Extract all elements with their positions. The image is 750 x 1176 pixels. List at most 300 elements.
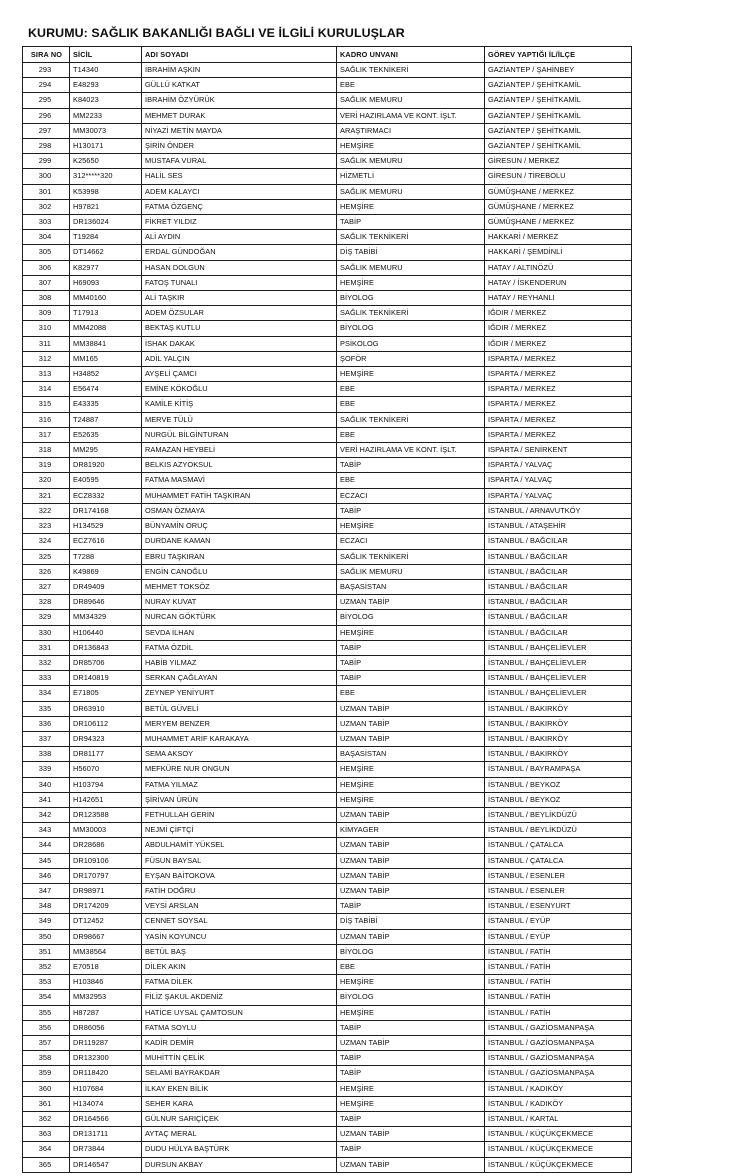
table-row bbox=[23, 336, 632, 351]
cell-gorev: HATAY / ALTINÖZÜ bbox=[485, 260, 632, 275]
cell-gorev: İSTANBUL / BAHÇELİEVLER bbox=[485, 671, 632, 686]
personnel-table bbox=[22, 46, 632, 1173]
cell-gorev: İSTANBUL / BAHÇELİEVLER bbox=[485, 655, 632, 670]
cell-sira: 364 bbox=[23, 1142, 70, 1157]
cell-ad: BETÜL BAŞ bbox=[142, 944, 337, 959]
cell-kadro: EBE bbox=[337, 382, 485, 397]
cell-gorev: HAKKARİ / MERKEZ bbox=[485, 230, 632, 245]
cell-gorev: İSTANBUL / GAZİOSMANPAŞA bbox=[485, 1051, 632, 1066]
cell-sira: 343 bbox=[23, 823, 70, 838]
table-row bbox=[23, 473, 632, 488]
cell-sira: 310 bbox=[23, 321, 70, 336]
cell-sicil: MM2233 bbox=[70, 108, 142, 123]
table-row bbox=[23, 458, 632, 473]
cell-sicil: E48293 bbox=[70, 78, 142, 93]
cell-sicil: DR136024 bbox=[70, 215, 142, 230]
cell-kadro: BİYOLOG bbox=[337, 990, 485, 1005]
cell-gorev: GAZİANTEP / ŞEHİTKAMİL bbox=[485, 139, 632, 154]
cell-sira: 296 bbox=[23, 108, 70, 123]
cell-sira: 353 bbox=[23, 975, 70, 990]
cell-sicil: T24887 bbox=[70, 412, 142, 427]
column-header-sicil: SİCİL bbox=[70, 47, 142, 63]
cell-gorev: ISPARTA / YALVAÇ bbox=[485, 458, 632, 473]
cell-kadro: DİŞ TABİBİ bbox=[337, 914, 485, 929]
cell-sira: 298 bbox=[23, 139, 70, 154]
cell-gorev: İSTANBUL / FATİH bbox=[485, 990, 632, 1005]
cell-kadro: BİYOLOG bbox=[337, 291, 485, 306]
cell-sicil: MM42088 bbox=[70, 321, 142, 336]
cell-sira: 316 bbox=[23, 412, 70, 427]
table-row bbox=[23, 488, 632, 503]
table-row bbox=[23, 1066, 632, 1081]
cell-sira: 358 bbox=[23, 1051, 70, 1066]
cell-gorev: İSTANBUL / GAZİOSMANPAŞA bbox=[485, 1036, 632, 1051]
cell-sira: 311 bbox=[23, 336, 70, 351]
table-row bbox=[23, 777, 632, 792]
cell-kadro: TABİP bbox=[337, 899, 485, 914]
cell-kadro: HEMŞİRE bbox=[337, 1081, 485, 1096]
cell-sira: 309 bbox=[23, 306, 70, 321]
cell-ad: ZEYNEP YENİYURT bbox=[142, 686, 337, 701]
cell-kadro: HEMŞİRE bbox=[337, 762, 485, 777]
cell-kadro: HEMŞİRE bbox=[337, 777, 485, 792]
cell-sicil: K49869 bbox=[70, 564, 142, 579]
cell-gorev: İSTANBUL / BAĞCILAR bbox=[485, 549, 632, 564]
cell-kadro: UZMAN TABİP bbox=[337, 731, 485, 746]
cell-sicil: DR118420 bbox=[70, 1066, 142, 1081]
cell-sicil: DR106112 bbox=[70, 716, 142, 731]
cell-ad: BÜNYAMİN ORUÇ bbox=[142, 519, 337, 534]
cell-ad: MUHAMMET ARİF KARAKAYA bbox=[142, 731, 337, 746]
cell-gorev: ISPARTA / YALVAÇ bbox=[485, 488, 632, 503]
cell-sicil: ECZ7616 bbox=[70, 534, 142, 549]
cell-gorev: IĞDIR / MERKEZ bbox=[485, 336, 632, 351]
cell-sicil: E52635 bbox=[70, 427, 142, 442]
table-row bbox=[23, 427, 632, 442]
cell-sira: 300 bbox=[23, 169, 70, 184]
cell-kadro: HEMŞİRE bbox=[337, 1005, 485, 1020]
cell-sicil: MM40160 bbox=[70, 291, 142, 306]
cell-gorev: ISPARTA / MERKEZ bbox=[485, 427, 632, 442]
cell-kadro: UZMAN TABİP bbox=[337, 1127, 485, 1142]
column-header-kadro-unvani: KADRO UNVANI bbox=[337, 47, 485, 63]
cell-kadro: UZMAN TABİP bbox=[337, 868, 485, 883]
cell-sicil: DR49409 bbox=[70, 579, 142, 594]
cell-ad: KAMİLE KİTİŞ bbox=[142, 397, 337, 412]
cell-sira: 324 bbox=[23, 534, 70, 549]
cell-sicil: DR123588 bbox=[70, 807, 142, 822]
table-row bbox=[23, 93, 632, 108]
cell-sira: 293 bbox=[23, 63, 70, 78]
cell-sicil: DR140819 bbox=[70, 671, 142, 686]
cell-sicil: H106440 bbox=[70, 625, 142, 640]
cell-gorev: İSTANBUL / KÜÇÜKÇEKMECE bbox=[485, 1127, 632, 1142]
cell-sira: 305 bbox=[23, 245, 70, 260]
cell-kadro: BİYOLOG bbox=[337, 321, 485, 336]
cell-sira: 351 bbox=[23, 944, 70, 959]
cell-sicil: MM32953 bbox=[70, 990, 142, 1005]
cell-gorev: IĞDIR / MERKEZ bbox=[485, 321, 632, 336]
cell-sicil: DR146547 bbox=[70, 1157, 142, 1172]
cell-ad: İBRAHİM ÖZYÜRÜK bbox=[142, 93, 337, 108]
cell-sicil: H87287 bbox=[70, 1005, 142, 1020]
cell-sicil: DR94323 bbox=[70, 731, 142, 746]
cell-ad: FATOŞ TUNALI bbox=[142, 275, 337, 290]
cell-gorev: İSTANBUL / KÜÇÜKÇEKMECE bbox=[485, 1157, 632, 1172]
table-row bbox=[23, 929, 632, 944]
cell-ad: FATMA MASMAVİ bbox=[142, 473, 337, 488]
cell-sicil: DR164566 bbox=[70, 1112, 142, 1127]
cell-kadro: BAŞASİSTAN bbox=[337, 579, 485, 594]
cell-sicil: E70518 bbox=[70, 959, 142, 974]
personnel-table-container bbox=[22, 46, 631, 1173]
table-row bbox=[23, 534, 632, 549]
cell-sira: 329 bbox=[23, 610, 70, 625]
cell-kadro: SAĞLIK TEKNİKERİ bbox=[337, 412, 485, 427]
cell-sira: 337 bbox=[23, 731, 70, 746]
cell-sicil: E71805 bbox=[70, 686, 142, 701]
cell-gorev: İSTANBUL / ATAŞEHİR bbox=[485, 519, 632, 534]
table-row bbox=[23, 321, 632, 336]
table-row bbox=[23, 1005, 632, 1020]
table-row bbox=[23, 351, 632, 366]
cell-ad: EMİNE KÖKOĞLU bbox=[142, 382, 337, 397]
table-row bbox=[23, 184, 632, 199]
cell-sicil: H134074 bbox=[70, 1096, 142, 1111]
cell-kadro: UZMAN TABİP bbox=[337, 929, 485, 944]
table-row bbox=[23, 1051, 632, 1066]
table-row bbox=[23, 792, 632, 807]
table-row bbox=[23, 78, 632, 93]
cell-sicil: MM30003 bbox=[70, 823, 142, 838]
cell-kadro: EBE bbox=[337, 397, 485, 412]
cell-kadro: UZMAN TABİP bbox=[337, 595, 485, 610]
table-row bbox=[23, 640, 632, 655]
cell-sira: 326 bbox=[23, 564, 70, 579]
cell-ad: DİLEK AKIN bbox=[142, 959, 337, 974]
cell-gorev: İSTANBUL / EYÜP bbox=[485, 914, 632, 929]
table-row bbox=[23, 914, 632, 929]
cell-gorev: İSTANBUL / GAZİOSMANPAŞA bbox=[485, 1066, 632, 1081]
cell-gorev: İSTANBUL / BAĞCILAR bbox=[485, 610, 632, 625]
table-row bbox=[23, 944, 632, 959]
cell-kadro: SAĞLIK MEMURU bbox=[337, 154, 485, 169]
table-row bbox=[23, 625, 632, 640]
cell-kadro: HEMŞİRE bbox=[337, 792, 485, 807]
cell-sira: 315 bbox=[23, 397, 70, 412]
table-row bbox=[23, 823, 632, 838]
cell-sira: 307 bbox=[23, 275, 70, 290]
cell-ad: ALİ TAŞKIR bbox=[142, 291, 337, 306]
cell-sira: 325 bbox=[23, 549, 70, 564]
cell-gorev: HATAY / REYHANLI bbox=[485, 291, 632, 306]
cell-sicil: K25650 bbox=[70, 154, 142, 169]
cell-gorev: İSTANBUL / FATİH bbox=[485, 959, 632, 974]
cell-sicil: E43335 bbox=[70, 397, 142, 412]
cell-ad: HABİB YILMAZ bbox=[142, 655, 337, 670]
cell-sira: 322 bbox=[23, 503, 70, 518]
table-row bbox=[23, 1142, 632, 1157]
cell-kadro: HEMŞİRE bbox=[337, 275, 485, 290]
table-row bbox=[23, 139, 632, 154]
cell-sira: 301 bbox=[23, 184, 70, 199]
cell-kadro: SAĞLIK TEKNİKERİ bbox=[337, 63, 485, 78]
cell-gorev: İSTANBUL / BAĞCILAR bbox=[485, 579, 632, 594]
cell-ad: SEMA AKSOY bbox=[142, 747, 337, 762]
cell-gorev: İSTANBUL / FATİH bbox=[485, 1005, 632, 1020]
cell-gorev: İSTANBUL / BAKIRKÖY bbox=[485, 701, 632, 716]
cell-sira: 339 bbox=[23, 762, 70, 777]
cell-sira: 348 bbox=[23, 899, 70, 914]
cell-gorev: İSTANBUL / ESENLER bbox=[485, 868, 632, 883]
cell-kadro: BİYOLOG bbox=[337, 610, 485, 625]
cell-ad: EYŞAN BAİTOKOVA bbox=[142, 868, 337, 883]
page-title: KURUMU: SAĞLIK BAKANLIĞI BAĞLI VE İLGİLİ KURULUŞLAR bbox=[28, 26, 405, 40]
cell-kadro: TABİP bbox=[337, 215, 485, 230]
cell-sira: 349 bbox=[23, 914, 70, 929]
cell-sira: 321 bbox=[23, 488, 70, 503]
cell-ad: KADİR DEMİR bbox=[142, 1036, 337, 1051]
cell-sira: 350 bbox=[23, 929, 70, 944]
table-row bbox=[23, 868, 632, 883]
table-row bbox=[23, 291, 632, 306]
table-row bbox=[23, 245, 632, 260]
cell-kadro: BAŞASİSTAN bbox=[337, 747, 485, 762]
cell-kadro: UZMAN TABİP bbox=[337, 716, 485, 731]
cell-kadro: UZMAN TABİP bbox=[337, 883, 485, 898]
cell-kadro: UZMAN TABİP bbox=[337, 807, 485, 822]
table-row bbox=[23, 959, 632, 974]
cell-sira: 335 bbox=[23, 701, 70, 716]
cell-sicil: H103794 bbox=[70, 777, 142, 792]
cell-ad: ENGİN CANOĞLU bbox=[142, 564, 337, 579]
cell-sicil: H130171 bbox=[70, 139, 142, 154]
cell-ad: GÜLLÜ KATKAT bbox=[142, 78, 337, 93]
cell-kadro: UZMAN TABİP bbox=[337, 838, 485, 853]
cell-sicil: T17913 bbox=[70, 306, 142, 321]
cell-gorev: İSTANBUL / KÜÇÜKÇEKMECE bbox=[485, 1142, 632, 1157]
cell-ad: AYTAÇ MERAL bbox=[142, 1127, 337, 1142]
cell-sira: 356 bbox=[23, 1020, 70, 1035]
cell-kadro: ECZACI bbox=[337, 488, 485, 503]
cell-kadro: TABİP bbox=[337, 655, 485, 670]
cell-sira: 360 bbox=[23, 1081, 70, 1096]
cell-ad: ADEM KALAYCI bbox=[142, 184, 337, 199]
cell-gorev: GİRESUN / MERKEZ bbox=[485, 154, 632, 169]
cell-ad: FATMA YILMAZ bbox=[142, 777, 337, 792]
cell-ad: HASAN DOLGUN bbox=[142, 260, 337, 275]
cell-ad: HALİL SES bbox=[142, 169, 337, 184]
cell-sicil: DR81920 bbox=[70, 458, 142, 473]
cell-kadro: ŞOFÖR bbox=[337, 351, 485, 366]
cell-kadro: BİYOLOG bbox=[337, 944, 485, 959]
cell-sicil: E56474 bbox=[70, 382, 142, 397]
cell-ad: EBRU TAŞKIRAN bbox=[142, 549, 337, 564]
cell-kadro: HEMŞİRE bbox=[337, 975, 485, 990]
cell-sicil: DR174209 bbox=[70, 899, 142, 914]
cell-gorev: İSTANBUL / FATİH bbox=[485, 944, 632, 959]
cell-sira: 331 bbox=[23, 640, 70, 655]
cell-ad: BELKIS AZYOKSUL bbox=[142, 458, 337, 473]
cell-ad: İBRAHİM AŞKIN bbox=[142, 63, 337, 78]
cell-ad: MERVE TÜLÜ bbox=[142, 412, 337, 427]
cell-gorev: ISPARTA / MERKEZ bbox=[485, 351, 632, 366]
cell-kadro: SAĞLIK TEKNİKERİ bbox=[337, 549, 485, 564]
cell-ad: İSHAK DAKAK bbox=[142, 336, 337, 351]
cell-kadro: SAĞLIK TEKNİKERİ bbox=[337, 306, 485, 321]
cell-kadro: DİŞ TABİBİ bbox=[337, 245, 485, 260]
table-row bbox=[23, 108, 632, 123]
table-row bbox=[23, 579, 632, 594]
cell-sira: 323 bbox=[23, 519, 70, 534]
cell-sicil: DR170797 bbox=[70, 868, 142, 883]
cell-ad: AYŞELİ ÇAMCI bbox=[142, 367, 337, 382]
cell-gorev: İSTANBUL / BEYKOZ bbox=[485, 792, 632, 807]
cell-sira: 302 bbox=[23, 199, 70, 214]
cell-ad: DURSUN AKBAY bbox=[142, 1157, 337, 1172]
table-row bbox=[23, 853, 632, 868]
cell-gorev: İSTANBUL / BEYKOZ bbox=[485, 777, 632, 792]
cell-sicil: DR85706 bbox=[70, 655, 142, 670]
cell-gorev: İSTANBUL / BAĞCILAR bbox=[485, 534, 632, 549]
cell-sicil: DR89646 bbox=[70, 595, 142, 610]
cell-sira: 365 bbox=[23, 1157, 70, 1172]
cell-kadro: EBE bbox=[337, 686, 485, 701]
cell-sira: 320 bbox=[23, 473, 70, 488]
table-row bbox=[23, 610, 632, 625]
cell-kadro: HİZMETLİ bbox=[337, 169, 485, 184]
cell-kadro: UZMAN TABİP bbox=[337, 853, 485, 868]
cell-sira: 363 bbox=[23, 1127, 70, 1142]
cell-gorev: GÜMÜŞHANE / MERKEZ bbox=[485, 215, 632, 230]
cell-sira: 355 bbox=[23, 1005, 70, 1020]
table-row bbox=[23, 230, 632, 245]
cell-kadro: HEMŞİRE bbox=[337, 1096, 485, 1111]
table-row bbox=[23, 1081, 632, 1096]
cell-sira: 327 bbox=[23, 579, 70, 594]
table-row bbox=[23, 154, 632, 169]
table-row bbox=[23, 367, 632, 382]
cell-ad: FÜSUN BAYSAL bbox=[142, 853, 337, 868]
cell-sira: 347 bbox=[23, 883, 70, 898]
cell-ad: SEVDA İLHAN bbox=[142, 625, 337, 640]
cell-sira: 361 bbox=[23, 1096, 70, 1111]
cell-kadro: HEMŞİRE bbox=[337, 199, 485, 214]
table-row bbox=[23, 838, 632, 853]
cell-ad: NİYAZİ METİN MAYDA bbox=[142, 123, 337, 138]
cell-gorev: İSTANBUL / BAYRAMPAŞA bbox=[485, 762, 632, 777]
cell-sicil: DR132300 bbox=[70, 1051, 142, 1066]
cell-sicil: 312*****320 bbox=[70, 169, 142, 184]
table-row bbox=[23, 260, 632, 275]
cell-ad: MUSTAFA VURAL bbox=[142, 154, 337, 169]
cell-kadro: TABİP bbox=[337, 1142, 485, 1157]
cell-ad: FATMA ÖZDİL bbox=[142, 640, 337, 655]
cell-sicil: T7288 bbox=[70, 549, 142, 564]
table-row bbox=[23, 123, 632, 138]
cell-kadro: EBE bbox=[337, 427, 485, 442]
cell-sira: 334 bbox=[23, 686, 70, 701]
table-row bbox=[23, 883, 632, 898]
cell-kadro: TABİP bbox=[337, 503, 485, 518]
cell-sicil: K53998 bbox=[70, 184, 142, 199]
cell-ad: BETÜL GÜVELİ bbox=[142, 701, 337, 716]
cell-sira: 308 bbox=[23, 291, 70, 306]
cell-ad: GÜLNUR SARIÇİÇEK bbox=[142, 1112, 337, 1127]
cell-sicil: DR98667 bbox=[70, 929, 142, 944]
cell-sicil: MM30073 bbox=[70, 123, 142, 138]
column-header-sira-no: SIRA NO bbox=[23, 47, 70, 63]
cell-gorev: HATAY / İSKENDERUN bbox=[485, 275, 632, 290]
cell-ad: NURAY KUVAT bbox=[142, 595, 337, 610]
cell-ad: FATİH DOĞRU bbox=[142, 883, 337, 898]
cell-sira: 359 bbox=[23, 1066, 70, 1081]
cell-kadro: TABİP bbox=[337, 458, 485, 473]
cell-kadro: TABİP bbox=[337, 640, 485, 655]
table-row bbox=[23, 807, 632, 822]
cell-gorev: İSTANBUL / BAĞCILAR bbox=[485, 595, 632, 610]
cell-sicil: MM34329 bbox=[70, 610, 142, 625]
table-row bbox=[23, 990, 632, 1005]
table-row bbox=[23, 564, 632, 579]
cell-ad: ADEM ÖZSULAR bbox=[142, 306, 337, 321]
cell-sicil: H142651 bbox=[70, 792, 142, 807]
table-row bbox=[23, 1020, 632, 1035]
table-row bbox=[23, 382, 632, 397]
cell-sira: 318 bbox=[23, 443, 70, 458]
table-row bbox=[23, 443, 632, 458]
cell-ad: İLKAY EKEN BİLİK bbox=[142, 1081, 337, 1096]
cell-sicil: H107684 bbox=[70, 1081, 142, 1096]
cell-kadro: ECZACI bbox=[337, 534, 485, 549]
cell-gorev: İSTANBUL / GAZİOSMANPAŞA bbox=[485, 1020, 632, 1035]
cell-sicil: DR131711 bbox=[70, 1127, 142, 1142]
cell-gorev: İSTANBUL / KADIKÖY bbox=[485, 1096, 632, 1111]
cell-sira: 352 bbox=[23, 959, 70, 974]
cell-gorev: İSTANBUL / ÇATALCA bbox=[485, 853, 632, 868]
cell-kadro: TABİP bbox=[337, 1051, 485, 1066]
table-row bbox=[23, 747, 632, 762]
table-row bbox=[23, 503, 632, 518]
cell-ad: ŞİRİVAN ÜRÜN bbox=[142, 792, 337, 807]
cell-sira: 336 bbox=[23, 716, 70, 731]
cell-gorev: İSTANBUL / ÇATALCA bbox=[485, 838, 632, 853]
cell-sicil: K84023 bbox=[70, 93, 142, 108]
cell-sicil: MM38564 bbox=[70, 944, 142, 959]
cell-gorev: İSTANBUL / BEYLİKDÜZÜ bbox=[485, 823, 632, 838]
table-row bbox=[23, 199, 632, 214]
cell-kadro: SAĞLIK TEKNİKERİ bbox=[337, 230, 485, 245]
cell-sicil: ECZ8332 bbox=[70, 488, 142, 503]
cell-gorev: GÜMÜŞHANE / MERKEZ bbox=[485, 199, 632, 214]
cell-sicil: DR63910 bbox=[70, 701, 142, 716]
table-body bbox=[23, 63, 632, 1173]
table-row bbox=[23, 899, 632, 914]
cell-sira: 342 bbox=[23, 807, 70, 822]
cell-sira: 304 bbox=[23, 230, 70, 245]
cell-sira: 341 bbox=[23, 792, 70, 807]
cell-sira: 294 bbox=[23, 78, 70, 93]
cell-ad: MUHİTTİN ÇELİK bbox=[142, 1051, 337, 1066]
cell-sicil: E40595 bbox=[70, 473, 142, 488]
cell-gorev: GAZİANTEP / ŞEHİTKAMİL bbox=[485, 93, 632, 108]
cell-gorev: GAZİANTEP / ŞEHİTKAMİL bbox=[485, 123, 632, 138]
cell-gorev: GAZİANTEP / ŞEHİTKAMİL bbox=[485, 78, 632, 93]
table-row bbox=[23, 975, 632, 990]
cell-kadro: TABİP bbox=[337, 1066, 485, 1081]
cell-ad: OSMAN ÖZMAYA bbox=[142, 503, 337, 518]
cell-sicil: H34852 bbox=[70, 367, 142, 382]
